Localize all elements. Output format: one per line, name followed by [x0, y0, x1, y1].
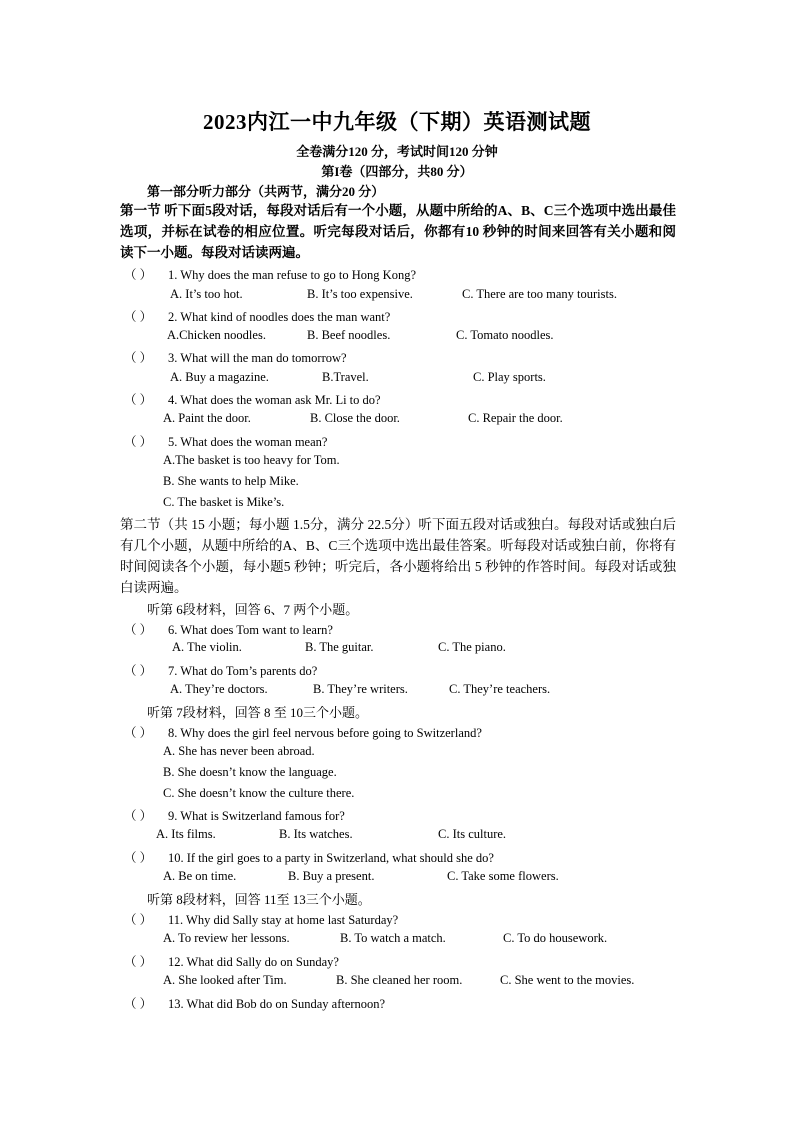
option-c: C. Tomato noodles.	[456, 328, 554, 342]
question-text: 2. What kind of noodles does the man want?	[168, 310, 391, 324]
question-text: 11. Why did Sally stay at home last Saturday?	[168, 913, 399, 927]
option-c: C. Repair the door.	[468, 411, 563, 425]
option-a: A. Paint the door.	[163, 411, 251, 425]
question-12	[124, 952, 339, 970]
option-a: A. She looked after Tim.	[163, 973, 287, 987]
question-4	[124, 390, 381, 408]
option-b: B. She doesn’t know the language.	[163, 765, 337, 779]
question-text: 13. What did Bob do on Sunday afternoon?	[168, 997, 386, 1011]
option-a: A. They’re doctors.	[170, 682, 268, 696]
answer-blank[interactable]: （ ）	[124, 310, 153, 324]
option-a: A. Be on time.	[163, 869, 237, 883]
option-a: A.The basket is too heavy for Tom.	[163, 453, 340, 467]
question-text: 10. If the girl goes to a party in Switzerland, what should she do?	[168, 851, 494, 865]
question-8	[124, 723, 482, 741]
question-7	[124, 661, 317, 679]
option-c: C. The piano.	[438, 640, 506, 654]
option-b: B. She cleaned her room.	[336, 973, 463, 987]
question-3	[124, 348, 347, 366]
option-a: A. It’s too hot.	[170, 287, 243, 301]
page-title: 2023内江一中九年级（下期）英语测试题	[203, 110, 591, 134]
part1-heading: 第一部分听力部分（共两节，满分20 分）	[147, 184, 385, 199]
option-b: B. Close the door.	[310, 411, 400, 425]
option-a: A. Buy a magazine.	[170, 370, 269, 384]
option-b: B. To watch a match.	[340, 931, 446, 945]
exam-score-time: 全卷满分120 分，考试时间120 分钟	[296, 144, 498, 159]
question-text: 5. What does the woman mean?	[168, 435, 328, 449]
material-8-intro: 听第 8段材料，回答 11至 13三个小题。	[147, 892, 371, 907]
question-text: 12. What did Sally do on Sunday?	[168, 955, 339, 969]
option-b: B. Beef noodles.	[307, 328, 391, 342]
question-text: 9. What is Switzerland famous for?	[168, 809, 345, 823]
answer-blank[interactable]: （ ）	[124, 913, 153, 927]
question-10	[124, 848, 494, 866]
answer-blank[interactable]: （ ）	[124, 351, 153, 365]
answer-blank[interactable]: （ ）	[124, 851, 153, 865]
material-6-intro: 听第 6段材料，回答 6、7 两个小题。	[147, 602, 359, 617]
question-6	[124, 620, 333, 638]
question-2	[124, 307, 390, 325]
option-c: C. She doesn’t know the culture there.	[163, 786, 355, 800]
option-c: C. Take some flowers.	[447, 869, 559, 883]
question-9	[124, 806, 345, 824]
section1-instructions: 第一节 听下面5段对话，每段对话后有一个小题，从题中所给的A、B、C三个选项中选出最佳选项，并标在试卷的相应位置。听完每段对话后，你都有10 秒钟的时间来回答有关小题和阅读下一小题。每段对话读两遍。	[120, 203, 676, 260]
option-c: C. They’re teachers.	[449, 682, 551, 696]
question-text: 1. Why does the man refuse to go to Hong Kong?	[168, 268, 416, 282]
option-a: A.Chicken noodles.	[167, 328, 266, 342]
answer-blank[interactable]: （ ）	[124, 623, 153, 637]
question-11	[124, 910, 398, 928]
option-b: B. It’s too expensive.	[307, 287, 413, 301]
question-1	[124, 265, 416, 283]
question-text: 8. Why does the girl feel nervous before going to Switzerland?	[168, 726, 482, 740]
answer-blank[interactable]: （ ）	[124, 955, 153, 969]
section2-instructions: 第二节（共 15 小题；每小题 1.5分，满分 22.5分）听下面五段对话或独白。每段对话或独白后有几个小题，从题中所给的A、B、C三个选项中选出最佳答案。听每段对话或独白前，你将有时间阅读各个小题，每小题5 秒钟；听完后，各小题将给出 5 秒钟的作答时间。每段对话或独白读两遍。	[120, 517, 676, 595]
option-b: B. Buy a present.	[288, 869, 375, 883]
question-13	[124, 994, 385, 1012]
option-b: B.Travel.	[322, 370, 369, 384]
option-c: C. The basket is Mike’s.	[163, 495, 285, 509]
option-b: B. Its watches.	[279, 827, 353, 841]
option-c: C. She went to the movies.	[500, 973, 635, 987]
volume-heading: 第I卷（四部分，共80 分）	[321, 164, 473, 179]
question-5	[124, 432, 327, 450]
option-c: C. Play sports.	[473, 370, 546, 384]
answer-blank[interactable]: （ ）	[124, 664, 153, 678]
option-b: B. They’re writers.	[313, 682, 408, 696]
answer-blank[interactable]: （ ）	[124, 809, 153, 823]
option-c: C. Its culture.	[438, 827, 507, 841]
answer-blank[interactable]: （ ）	[124, 726, 153, 740]
option-a: A. Its films.	[156, 827, 216, 841]
answer-blank[interactable]: （ ）	[124, 435, 153, 449]
answer-blank[interactable]: （ ）	[124, 997, 153, 1011]
answer-blank[interactable]: （ ）	[124, 393, 153, 407]
material-7-intro: 听第 7段材料，回答 8 至 10三个小题。	[147, 705, 369, 720]
option-c: C. There are too many tourists.	[462, 287, 617, 301]
option-a: A. She has never been abroad.	[163, 744, 315, 758]
question-text: 6. What does Tom want to learn?	[168, 623, 333, 637]
answer-blank[interactable]: （ ）	[124, 268, 153, 282]
option-b: B. The guitar.	[305, 640, 374, 654]
option-b: B. She wants to help Mike.	[163, 474, 299, 488]
question-text: 4. What does the woman ask Mr. Li to do?	[168, 393, 381, 407]
question-text: 7. What do Tom’s parents do?	[168, 664, 318, 678]
option-a: A. The violin.	[172, 640, 242, 654]
question-text: 3. What will the man do tomorrow?	[168, 351, 347, 365]
option-c: C. To do housework.	[503, 931, 608, 945]
option-a: A. To review her lessons.	[163, 931, 290, 945]
